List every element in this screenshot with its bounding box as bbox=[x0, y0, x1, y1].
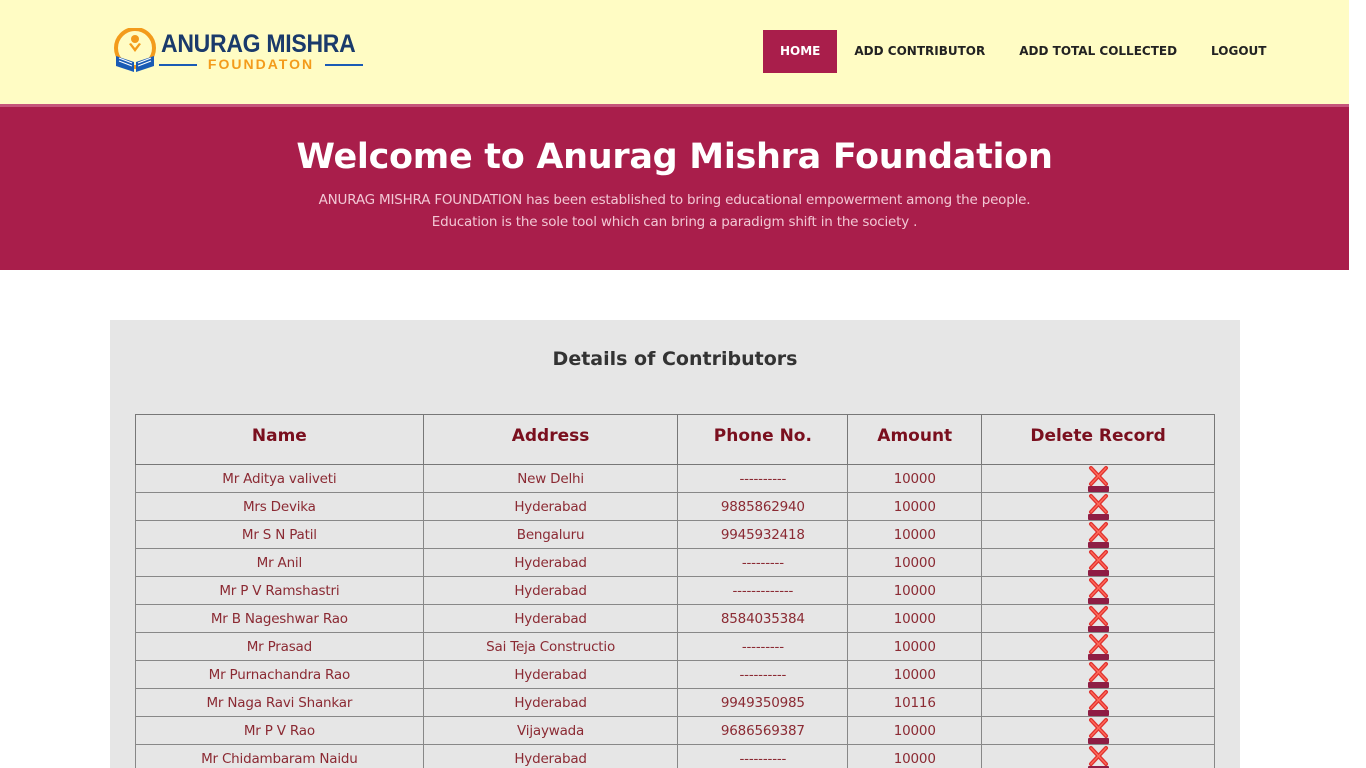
delete-x-icon bbox=[1088, 521, 1109, 543]
table-row bbox=[136, 577, 1215, 605]
delete-x-icon bbox=[1088, 745, 1109, 767]
nav-add-contributor[interactable]: ADD CONTRIBUTOR bbox=[854, 44, 986, 58]
cell-address: Hyderabad bbox=[423, 493, 678, 521]
cell-amount: 10000 bbox=[848, 661, 982, 689]
cell-amount: 10000 bbox=[848, 745, 982, 768]
table-row bbox=[136, 465, 1215, 493]
table-header-row bbox=[136, 415, 1215, 465]
table-row bbox=[136, 605, 1215, 633]
cell-amount: 10000 bbox=[848, 465, 982, 493]
cell-phone: --------- bbox=[678, 633, 848, 661]
delete-x-icon bbox=[1088, 717, 1109, 739]
cell-amount: 10000 bbox=[848, 605, 982, 633]
logo-emblem-icon bbox=[113, 28, 157, 74]
column-header-delete: Delete Record bbox=[982, 415, 1215, 465]
delete-x-icon bbox=[1088, 633, 1109, 655]
logo-subtitle-row bbox=[159, 56, 363, 72]
cell-name: Mr P V Rao bbox=[136, 717, 424, 745]
cell-address: Hyderabad bbox=[423, 605, 678, 633]
delete-x-icon bbox=[1088, 493, 1109, 515]
delete-record-icon[interactable] bbox=[1088, 549, 1109, 576]
cell-amount: 10000 bbox=[848, 633, 982, 661]
column-header-amount: Amount bbox=[848, 415, 982, 465]
cell-phone: --------- bbox=[678, 549, 848, 577]
nav-home[interactable]: HOME bbox=[763, 30, 837, 73]
contributors-title: Details of Contributors bbox=[552, 348, 798, 370]
cell-phone: 8584035384 bbox=[678, 605, 848, 633]
delete-record-icon[interactable] bbox=[1088, 717, 1109, 744]
cell-delete bbox=[982, 605, 1215, 633]
table-row bbox=[136, 661, 1215, 689]
logo-divider-right bbox=[325, 64, 363, 66]
delete-x-icon bbox=[1088, 465, 1109, 487]
cell-name: Mr P V Ramshastri bbox=[136, 577, 424, 605]
delete-x-icon bbox=[1088, 661, 1109, 683]
cell-name: Mrs Devika bbox=[136, 493, 424, 521]
cell-name: Mr Purnachandra Rao bbox=[136, 661, 424, 689]
column-header-name: Name bbox=[136, 415, 424, 465]
cell-phone: 9885862940 bbox=[678, 493, 848, 521]
main-nav bbox=[763, 30, 1283, 73]
cell-phone: ------------- bbox=[678, 577, 848, 605]
cell-name: Mr Anil bbox=[136, 549, 424, 577]
delete-x-icon bbox=[1088, 549, 1109, 571]
column-header-address: Address bbox=[423, 415, 678, 465]
cell-name: Mr S N Patil bbox=[136, 521, 424, 549]
hero-line-1: ANURAG MISHRA FOUNDATION has been established to bring educational empowerment among the people. bbox=[318, 192, 1031, 208]
cell-delete bbox=[982, 521, 1215, 549]
delete-record-icon[interactable] bbox=[1088, 661, 1109, 688]
foundation-logo[interactable] bbox=[113, 28, 365, 76]
table-row bbox=[136, 745, 1215, 768]
cell-name: Mr Prasad bbox=[136, 633, 424, 661]
cell-delete bbox=[982, 689, 1215, 717]
table-row bbox=[136, 521, 1215, 549]
delete-x-icon bbox=[1088, 577, 1109, 599]
cell-name: Mr Aditya valiveti bbox=[136, 465, 424, 493]
hero-title: Welcome to Anurag Mishra Foundation bbox=[296, 137, 1053, 177]
delete-record-icon[interactable] bbox=[1088, 577, 1109, 604]
cell-name: Mr Chidambaram Naidu bbox=[136, 745, 424, 768]
cell-amount: 10000 bbox=[848, 577, 982, 605]
cell-phone: ---------- bbox=[678, 745, 848, 768]
cell-address: Vijaywada bbox=[423, 717, 678, 745]
cell-delete bbox=[982, 633, 1215, 661]
table-row bbox=[136, 549, 1215, 577]
cell-amount: 10000 bbox=[848, 717, 982, 745]
cell-amount: 10000 bbox=[848, 521, 982, 549]
cell-amount: 10000 bbox=[848, 493, 982, 521]
table-row bbox=[136, 689, 1215, 717]
cell-amount: 10116 bbox=[848, 689, 982, 717]
delete-record-icon[interactable] bbox=[1088, 605, 1109, 632]
cell-delete bbox=[982, 745, 1215, 768]
delete-record-icon[interactable] bbox=[1088, 633, 1109, 660]
cell-address: Hyderabad bbox=[423, 689, 678, 717]
delete-record-icon[interactable] bbox=[1088, 493, 1109, 520]
cell-phone: ---------- bbox=[678, 465, 848, 493]
cell-name: Mr B Nageshwar Rao bbox=[136, 605, 424, 633]
hero-line-2: Education is the sole tool which can bring a paradigm shift in the society . bbox=[431, 214, 918, 230]
contributors-panel bbox=[110, 320, 1240, 768]
cell-address: Hyderabad bbox=[423, 661, 678, 689]
cell-delete bbox=[982, 717, 1215, 745]
cell-address: Sai Teja Constructio bbox=[423, 633, 678, 661]
cell-address: Hyderabad bbox=[423, 745, 678, 768]
delete-record-icon[interactable] bbox=[1088, 745, 1109, 768]
cell-address: Bengaluru bbox=[423, 521, 678, 549]
delete-x-icon bbox=[1088, 605, 1109, 627]
delete-record-icon[interactable] bbox=[1088, 521, 1109, 548]
cell-address: Hyderabad bbox=[423, 549, 678, 577]
cell-address: New Delhi bbox=[423, 465, 678, 493]
cell-phone: 9945932418 bbox=[678, 521, 848, 549]
logo-title: ANURAG MISHRA bbox=[161, 30, 356, 58]
table-row bbox=[136, 717, 1215, 745]
cell-delete bbox=[982, 549, 1215, 577]
delete-record-icon[interactable] bbox=[1088, 465, 1109, 492]
hero-banner bbox=[0, 104, 1349, 270]
logo-subtitle: FOUNDATON bbox=[207, 56, 315, 72]
logo-divider-left bbox=[159, 64, 197, 66]
delete-record-icon[interactable] bbox=[1088, 689, 1109, 716]
cell-phone: ---------- bbox=[678, 661, 848, 689]
table-body bbox=[136, 465, 1215, 768]
cell-name: Mr Naga Ravi Shankar bbox=[136, 689, 424, 717]
cell-delete bbox=[982, 577, 1215, 605]
nav-add-total-collected[interactable]: ADD TOTAL COLLECTED bbox=[1019, 44, 1178, 58]
contributors-table bbox=[135, 414, 1215, 768]
cell-phone: 9949350985 bbox=[678, 689, 848, 717]
delete-x-icon bbox=[1088, 689, 1109, 711]
column-header-phone: Phone No. bbox=[678, 415, 848, 465]
table-row bbox=[136, 633, 1215, 661]
cell-amount: 10000 bbox=[848, 549, 982, 577]
cell-delete bbox=[982, 661, 1215, 689]
table-row bbox=[136, 493, 1215, 521]
site-header bbox=[0, 0, 1349, 104]
hero-description bbox=[0, 189, 1349, 233]
cell-delete bbox=[982, 493, 1215, 521]
cell-phone: 9686569387 bbox=[678, 717, 848, 745]
cell-delete bbox=[982, 465, 1215, 493]
cell-address: Hyderabad bbox=[423, 577, 678, 605]
nav-logout[interactable]: LOGOUT bbox=[1211, 44, 1267, 58]
